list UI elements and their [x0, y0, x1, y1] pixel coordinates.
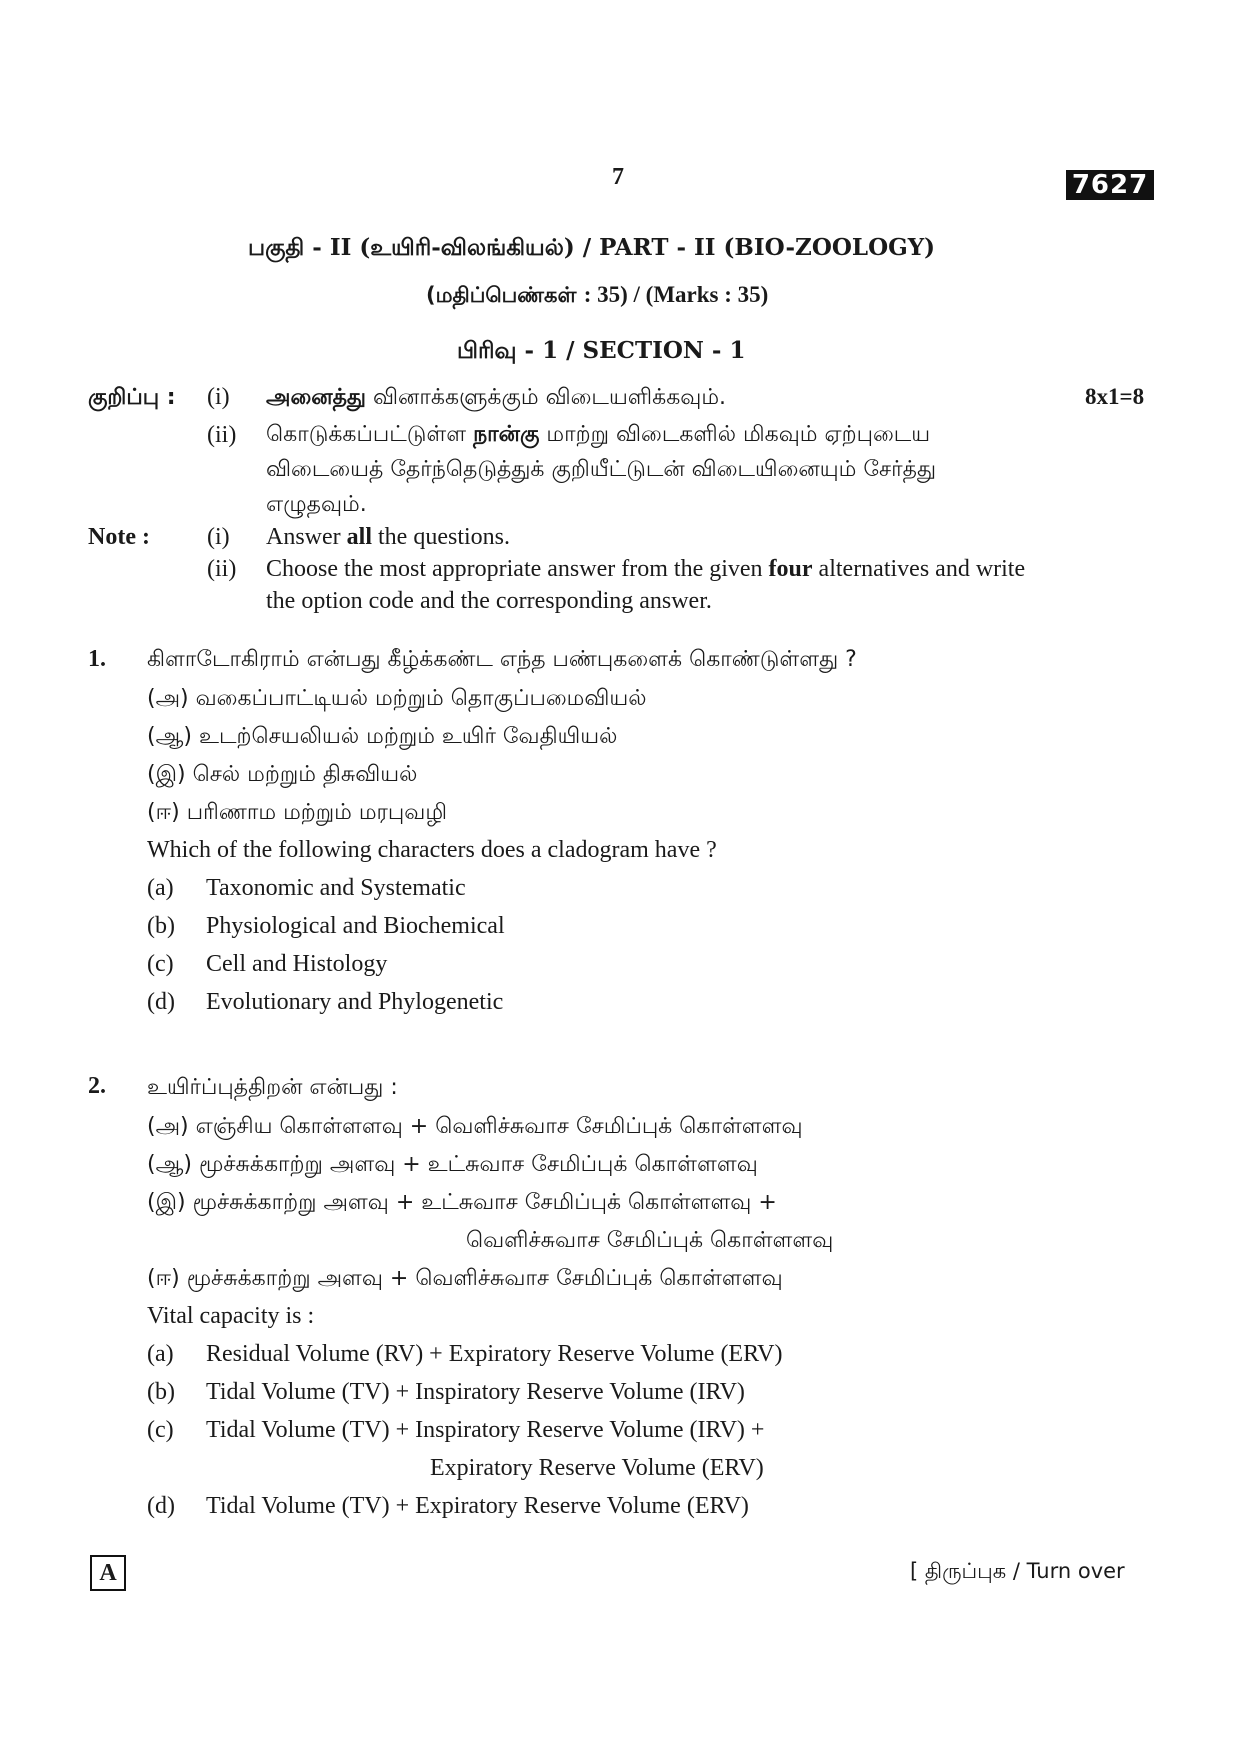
- instruction-ta-2: [266, 422, 930, 450]
- option-label: (b): [147, 913, 175, 939]
- option-text: Tidal Volume (TV) + Inspiratory Reserve Volume (IRV): [206, 1379, 745, 1405]
- option-ta: [147, 1190, 777, 1218]
- option-text: மூச்சுக்காற்று அளவு + உட்சுவாச சேமிப்புக் கொள்ளளவு +: [192, 1190, 777, 1215]
- option-ta: [147, 1266, 783, 1294]
- instruction-ta-1: [266, 385, 726, 413]
- option-ta: [147, 686, 647, 714]
- instruction-ta-2-pre: கொடுக்கப்பட்டுள்ள: [266, 422, 474, 447]
- option-ta: [147, 762, 417, 790]
- option-ta: [147, 800, 447, 828]
- option-label: (b): [147, 1379, 175, 1405]
- option-label: (c): [147, 1417, 174, 1443]
- instruction-ta-2-bold: நான்கு: [473, 422, 540, 447]
- instruction-en-num-2: (ii): [207, 556, 237, 582]
- option-label: (c): [147, 951, 174, 977]
- option-text: எஞ்சிய கொள்ளளவு + வெளிச்சுவாச சேமிப்புக் கொள்ளளவு: [195, 1114, 803, 1139]
- option-text: Tidal Volume (TV) + Inspiratory Reserve Volume (IRV) +: [206, 1417, 765, 1443]
- version-box: A: [90, 1555, 126, 1591]
- instruction-en-num-1: (i): [207, 524, 230, 550]
- option-label: (d): [147, 989, 175, 1015]
- option-text: Tidal Volume (TV) + Expiratory Reserve Volume (ERV): [206, 1493, 749, 1519]
- option-ta: [147, 724, 617, 752]
- turn-over-note: [910, 1558, 1125, 1586]
- instruction-en-2-rest: alternatives and write: [812, 556, 1026, 582]
- instruction-en-2-bold: four: [768, 556, 813, 582]
- question-text-en: Vital capacity is :: [147, 1303, 315, 1329]
- option-text: Physiological and Biochemical: [206, 913, 505, 939]
- option-label: (இ): [147, 762, 186, 787]
- option-text: வகைப்பாட்டியல் மற்றும் தொகுப்பமைவியல்: [195, 686, 647, 711]
- option-label: (ஈ): [147, 1266, 180, 1291]
- option-text: பரிணாம மற்றும் மரபுவழி: [186, 800, 447, 825]
- option-label: (இ): [147, 1190, 186, 1215]
- option-text: Residual Volume (RV) + Expiratory Reserve Volume (ERV): [206, 1341, 783, 1367]
- option-label: (ஈ): [147, 800, 180, 825]
- option-label: (ஆ): [147, 1152, 192, 1177]
- instruction-ta-2-line3: எழுதவும்.: [266, 492, 367, 517]
- turn-over-text: [ திருப்புக / Turn over: [910, 1559, 1125, 1583]
- option-text: உடற்செயலியல் மற்றும் உயிர் வேதியியல்: [199, 724, 618, 749]
- instruction-ta-1-bold: அனைத்து: [266, 385, 367, 410]
- instruction-ta-2-line2: விடையைத் தேர்ந்தெடுத்துக் குறியீட்டுடன் விடையினையும் சேர்த்து: [266, 457, 937, 482]
- marks-line: [426, 282, 768, 310]
- marks-rest: : 35) / (Marks : 35): [583, 282, 769, 307]
- page-number: 7: [612, 164, 624, 190]
- instruction-label-ta: குறிப்பு :: [88, 385, 176, 410]
- instruction-en-2: [266, 556, 1025, 583]
- question-text-en: Which of the following characters does a cladogram have ?: [147, 837, 717, 863]
- instruction-en-1-rest: the questions.: [372, 524, 510, 550]
- option-label: (அ): [147, 686, 189, 711]
- option-label: (அ): [147, 1114, 189, 1139]
- option-label: (d): [147, 1493, 175, 1519]
- section-title: பிரிவு - 1 / SECTION - 1: [457, 337, 746, 364]
- part-title: பகுதி - II (உயிரி-விலங்கியல்) / PART - II (BIO-ZOOLOGY): [248, 234, 936, 261]
- instruction-en-1-pre: Answer: [266, 524, 347, 550]
- option-label: (a): [147, 1341, 174, 1367]
- instruction-ta-num-1: (i): [207, 384, 230, 410]
- instruction-en-2-pre: Choose the most appropriate answer from the given: [266, 556, 769, 582]
- marks-scheme: 8x1=8: [1085, 384, 1145, 409]
- option-text-cont: வெளிச்சுவாச சேமிப்புக் கொள்ளளவு: [466, 1228, 834, 1253]
- question-number: 2.: [88, 1073, 106, 1099]
- question-text-ta: கிளாடோகிராம் என்பது கீழ்க்கண்ட எந்த பண்புகளைக் கொண்டுள்ளது ?: [147, 647, 857, 672]
- instruction-ta-2-rest: மாற்று விடைகளில் மிகவும் ஏற்புடைய: [539, 422, 931, 447]
- option-label: (a): [147, 875, 174, 901]
- instruction-ta-1-rest: வினாக்களுக்கும் விடையளிக்கவும்.: [366, 385, 727, 410]
- option-text: Evolutionary and Phylogenetic: [206, 989, 504, 1015]
- option-label: (ஆ): [147, 724, 192, 749]
- option-ta: [147, 1152, 758, 1180]
- instruction-ta-num-2: (ii): [207, 422, 237, 448]
- instruction-en-2-line2: the option code and the corresponding answer.: [266, 588, 712, 614]
- instruction-en-1-bold: all: [346, 524, 372, 550]
- paper-code: 7627: [1066, 170, 1154, 200]
- option-text: செல் மற்றும் திசுவியல்: [192, 762, 418, 787]
- question-text-ta: உயிர்ப்புத்திறன் என்பது :: [147, 1075, 398, 1100]
- instruction-label-en: Note :: [88, 524, 150, 550]
- question-number: 1.: [88, 646, 106, 672]
- option-text: மூச்சுக்காற்று அளவு + வெளிச்சுவாச சேமிப்புக் கொள்ளளவு: [186, 1266, 783, 1291]
- instruction-en-1: [266, 524, 510, 551]
- option-text: Taxonomic and Systematic: [206, 875, 466, 901]
- marks-ta: (மதிப்பெண்கள்: [426, 283, 584, 307]
- option-text-cont: Expiratory Reserve Volume (ERV): [430, 1455, 764, 1481]
- option-ta: [147, 1114, 803, 1142]
- option-text: மூச்சுக்காற்று அளவு + உட்சுவாச சேமிப்புக் கொள்ளளவு: [199, 1152, 758, 1177]
- option-text: Cell and Histology: [206, 951, 388, 977]
